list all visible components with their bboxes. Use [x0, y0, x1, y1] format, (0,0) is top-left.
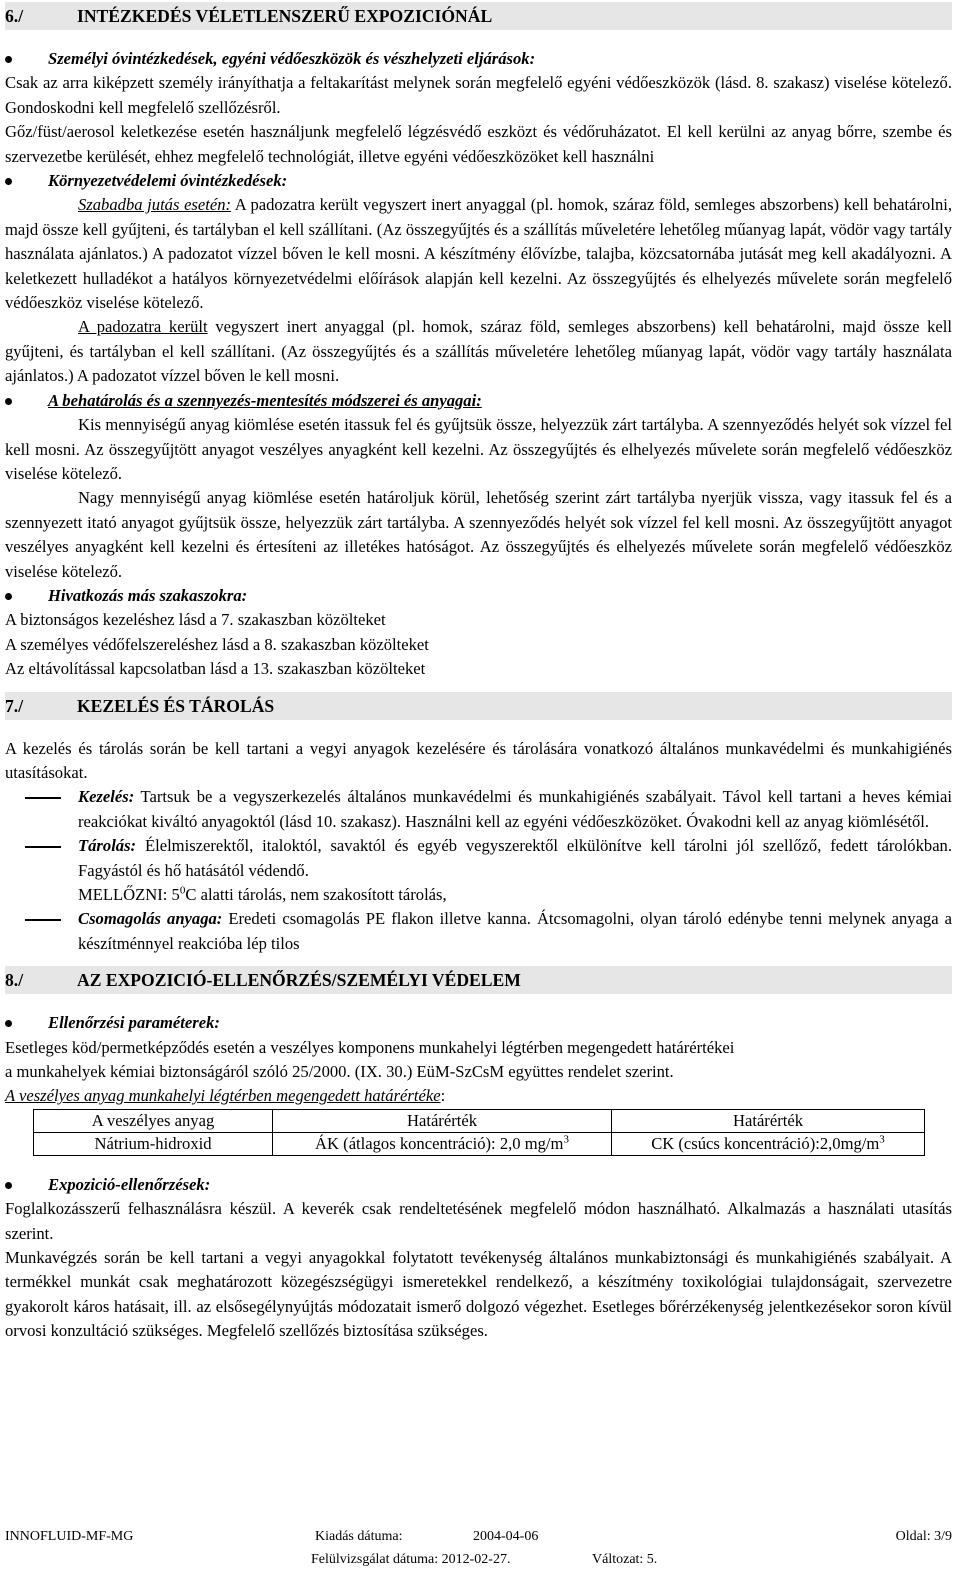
cell-text: ÁK (átlagos koncentráció): 2,0 mg/m — [315, 1133, 564, 1153]
bullet-exposure-controls — [5, 1173, 952, 1197]
footer-issue-label: Kiadás dátuma: — [315, 1529, 403, 1544]
section-title: KEZELÉS ÉS TÁROLÁS — [77, 695, 275, 716]
paragraph-text: Élelmiszerektől, italoktól, savaktól és egyéb vegyszerektől elkülönítve kell tárolni jól szellőző, fedett tárolókban. Fagyástól és hő hatásától védendő. — [78, 836, 952, 880]
section-title: INTÉZKEDÉS VÉLETLENSZERŰ EXPOZICIÓNÁL — [77, 6, 493, 26]
section-title: AZ EXPOZICIÓ-ELLENŐRZÉS/SZEMÉLYI VÉDELEM — [77, 970, 521, 991]
superscript: 0 — [179, 884, 186, 897]
paragraph: Foglalkozásszerű felhasználásra készül. A keverék csak rendeltetésének megfelelő módon használható. Alkalmazás a használati utasítás szerint. — [5, 1199, 952, 1243]
paragraph: A kezelés és tárolás során be kell tartani a vegyi anyagok kezelésére és tárolására vonatkozó általános munkavédelmi és munkahigiénés utasításokat. — [5, 738, 952, 782]
table-cell-ak — [273, 1132, 612, 1155]
cell-text: CK (csúcs koncentráció):2,0mg/m — [651, 1133, 880, 1153]
section-7-header — [5, 692, 952, 720]
paragraph: Kis mennyiségű anyag kiömlése esetén itassuk fel és gyűjtsük össze, helyezzük zárt tartályba. A szennyeződés helyét sok vízzel fel kell mosni. Az összegyűjtött anyagot veszélyes anyagként kell kezelni. Az összegyűjtés és elhelyezés művelete során megfelelő védőeszköz viselése kötelező. — [5, 415, 952, 483]
inline-label: Csomagolás anyaga: — [78, 909, 223, 929]
subheading: Expozició-ellenőrzések: — [48, 1174, 211, 1194]
bullet-containment — [5, 389, 952, 413]
section-number: 8./ — [5, 970, 24, 991]
subheading: Személyi óvintézkedések, egyéni védőeszközök és vészhelyzeti eljárások: — [48, 49, 536, 68]
avoid-line — [5, 883, 952, 907]
dash-item-packaging — [5, 907, 952, 956]
caption-colon: : — [440, 1086, 446, 1106]
paragraph — [5, 315, 952, 388]
subheading: Hivatkozás más szakaszokra: — [48, 585, 248, 605]
document-page — [5, 2, 952, 1344]
table-header-cell: A veszélyes anyag — [34, 1109, 273, 1132]
table-row — [34, 1132, 925, 1155]
page-footer — [5, 1525, 952, 1571]
reference-line: Az eltávolítással kapcsolatban lásd a 13. szakaszban közölteket — [5, 659, 426, 679]
inline-label: A padozatra került — [78, 317, 208, 337]
subheading: Ellenőrzési paraméterek: — [48, 1013, 220, 1033]
paragraph-text: Eredeti csomagolás PE flakon illetve kanna. Átcsomagolni, olyan tároló edénybe tenni melynek anyaga a készítménnyel reakcióba lép tilos — [78, 909, 952, 953]
reference-line: A biztonságos kezeléshez lásd a 7. szakaszban közölteket — [5, 610, 386, 630]
dash-item-handling — [5, 785, 952, 834]
reference-line: A személyes védőfelszereléshez lásd a 8. szakaszban közölteket — [5, 634, 429, 654]
footer-issue-date: 2004-04-06 — [473, 1529, 539, 1544]
avoid-text: C alatti tárolás, nem szakosított tárolás, — [185, 885, 447, 904]
inline-label: Tárolás: — [78, 836, 137, 856]
dash-item-storage — [5, 834, 952, 883]
table-cell-substance: Nátrium-hidroxid — [34, 1132, 273, 1155]
inline-label: Kezelés: — [78, 787, 135, 807]
paragraph-text: A padozatra került vegyszert inert anyaggal (pl. homok, száraz föld, semleges abszorbens) kell behatárolni, majd össze kell gyűjteni, és tartályban el kell szállítani. (Az összegyűjtés és a szállítás műveletére lehetőleg műanyag lapát, vödör vagy tartály használata ajánlatos.) A padozatot vízzel bőven le kell mosni. A készítmény élővízbe, talajba, közcsatornába jutását meg kell akadályozni. A keletkezett hulladékot a hatályos környezetvédelmi előírások alapján kell kezelni. Az összegyűjtés és elhelyezés művelete során megfelelő védőeszköz viselése kötelező. — [5, 195, 952, 313]
table-cell-ck — [612, 1132, 925, 1155]
superscript: 3 — [879, 1133, 885, 1146]
paragraph: Munkavégzés során be kell tartani a vegyi anyagokkal folytatott tevékenység általános munkabiztonsági és munkahigiénés szabályait. A termékkel munkát csak meghatározott közegészségügyi ismeretekkel rendelkező, a készítmény toxikológiai tulajdonságait, szervezetre gyakorolt káros hatásait, ill. az elsősegélynyújtás módozatait ismerő dolgozó végezhet. Esetleges bőrérzékenység jelentkezésekor soron kívül orvosi konzultáció szükséges. Megfelelő szellőzés biztosítása szükséges. — [5, 1248, 952, 1341]
bullet-references — [5, 584, 952, 608]
paragraph: Gőz/füst/aerosol keletkezése esetén használjunk megfelelő légzésvédő eszközt és védőruházatot. El kell kerülni az anyag bőrre, szembe és szervezetbe kerülését, ehhez megfelelő technológiát, illetve egyéni védőeszközöket kell használni — [5, 122, 952, 166]
table-header-cell: Határérték — [273, 1109, 612, 1132]
subheading: A behatárolás és a szennyezés-mentesítés módszerei és anyagai: — [48, 390, 482, 410]
table-header-cell: Határérték — [612, 1109, 925, 1132]
bullet-personal — [5, 47, 952, 71]
footer-product: INNOFLUID-MF-MG — [5, 1529, 134, 1544]
section-8-header — [5, 966, 952, 994]
footer-review-date: Felülvizsgálat dátuma: 2012-02-27. — [311, 1552, 511, 1567]
paragraph: a munkahelyek kémiai biztonságáról szóló 25/2000. (IX. 30.) EüM-SzCsM együttes rendelet szerint. — [5, 1062, 674, 1082]
caption-text: A veszélyes anyag munkahelyi légtérben megengedett határértéke — [5, 1086, 441, 1106]
section-number: 7./ — [5, 695, 24, 716]
footer-version: Változat: 5. — [592, 1552, 658, 1567]
paragraph-text: vegyszert inert anyaggal (pl. homok, száraz föld, semleges abszorbens) kell behatárolni, majd össze kell gyűjteni, és tartályban el kell szállítani. (Az összegyűjtés és a szállítás műveletére lehetőleg műanyag lapát, vödör vagy tartály használata ajánlatos.) A padozatot vízzel bőven le kell mosni. — [5, 317, 953, 386]
paragraph: Nagy mennyiségű anyag kiömlése esetén határoljuk körül, lehetőség szerint zárt tartályba nyerjük vissza, vagy itassuk fel és a szennyezett itató anyagot gyűjtsük össze, helyezzük zárt tartályba. A szennyeződés helyét sok vízzel fel kell mosni. Az összegyűjtött anyagot veszélyes anyagként kell kezelni és értesíteni az illetékes hatóságot. Az összegyűjtés és elhelyezés művelete során megfelelő védőeszköz viselése kötelező. — [5, 488, 952, 581]
bullet-control-params — [5, 1011, 952, 1035]
paragraph-text: Tartsuk be a vegyszerkezelés általános munkavédelmi és munkahigiénés szabályait. Távol kell tartani a heves kémiai reakciókat kiváltó anyagoktól (lásd 10. szakasz). Használni kell az egyéni védőeszközöket. Óvakodni kell az anyag kiömlésétől. — [78, 787, 952, 831]
paragraph: Csak az arra kiképzett személy irányíthatja a feltakarítást melynek során megfelelő egyéni védőeszközök (lásd. 8. szakasz) viselése kötelező. Gondoskodni kell megfelelő szellőzésről. — [5, 73, 952, 117]
paragraph: Esetleges köd/permetképződés esetén a veszélyes komponens munkahelyi légtérben megengedett határértékei — [5, 1037, 735, 1057]
inline-label: Szabadba jutás esetén: — [78, 195, 232, 215]
limit-table — [33, 1109, 925, 1156]
superscript: 3 — [563, 1133, 569, 1146]
paragraph — [5, 193, 952, 315]
table-header-row — [34, 1109, 925, 1132]
section-number: 6./ — [5, 6, 24, 26]
subheading: Környezetvédelemi óvintézkedések: — [48, 171, 288, 191]
table-caption — [5, 1084, 952, 1108]
section-6-header — [5, 2, 952, 30]
bullet-environment — [5, 169, 952, 193]
footer-page-number: Oldal: 3/9 — [895, 1529, 952, 1544]
avoid-text: MELLŐZNI: 5 — [78, 885, 180, 904]
